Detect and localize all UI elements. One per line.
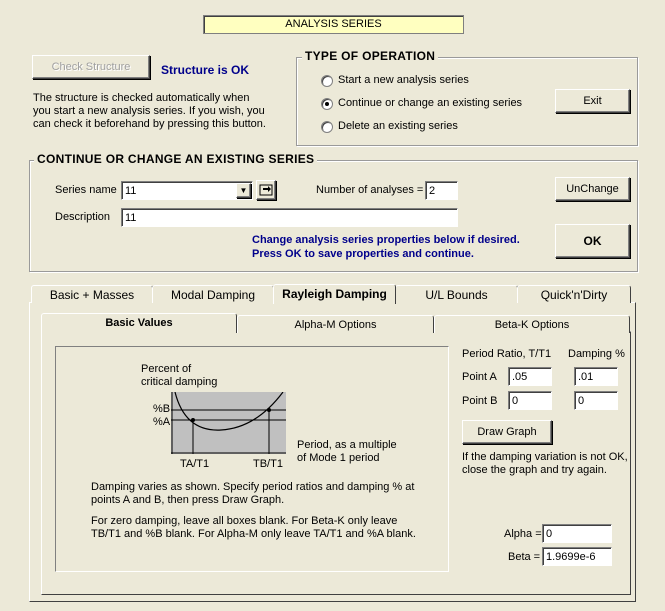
- chevron-down-icon: ▼: [239, 186, 248, 195]
- series-dropdown-button[interactable]: [236, 183, 251, 198]
- subtab-basic-values[interactable]: Basic Values: [41, 313, 237, 333]
- radio-start-new[interactable]: [321, 75, 333, 87]
- window-title: ANALYSIS SERIES: [203, 15, 464, 34]
- beta-field[interactable]: 1.9699e-6: [542, 547, 612, 566]
- refresh-series-button[interactable]: [256, 180, 276, 200]
- info-text2-line1: For zero damping, leave all boxes blank. For Beta-K only leave: [91, 515, 398, 527]
- unchange-button[interactable]: UnChange: [555, 177, 630, 201]
- graph-title-line1: Percent of: [141, 363, 192, 375]
- alpha-field[interactable]: 0: [542, 524, 612, 543]
- subtab-beta-k-options[interactable]: Beta-K Options: [434, 315, 630, 333]
- num-analyses-label: Number of analyses =: [316, 184, 424, 196]
- tab-modal-damping[interactable]: Modal Damping: [152, 285, 274, 303]
- option-continue-change-label[interactable]: Continue or change an existing series: [338, 97, 523, 109]
- structure-help-line1: The structure is checked automatically when: [33, 92, 250, 104]
- description-label: Description: [55, 211, 111, 223]
- series-note-line1: Change analysis series properties below if desired.: [252, 234, 520, 246]
- graph-title-line2: critical damping: [141, 376, 218, 388]
- pct-a-label: %A: [153, 416, 171, 428]
- pct-b-label: %B: [153, 403, 171, 415]
- refresh-icon: [258, 182, 274, 198]
- option-start-new-label[interactable]: Start a new analysis series: [338, 74, 469, 86]
- damping-curve-graph: [171, 392, 286, 458]
- period-label-line1: Period, as a multiple: [297, 439, 397, 451]
- point-a-ratio-field[interactable]: .05: [508, 367, 552, 386]
- subtab-alpha-m-options[interactable]: Alpha-M Options: [237, 315, 434, 333]
- period-label-line2: of Mode 1 period: [297, 452, 380, 464]
- warn-line2: close the graph and try again.: [462, 464, 607, 476]
- tab-quick-n-dirty[interactable]: Quick'n'Dirty: [517, 285, 631, 303]
- exit-button[interactable]: Exit: [555, 89, 630, 113]
- info-text2-line2: TB/T1 and %B blank. For Alpha-M only leave TA/T1 and %A blank.: [91, 528, 416, 540]
- radio-delete[interactable]: [321, 121, 333, 133]
- operation-group-title: TYPE OF OPERATION: [302, 49, 438, 63]
- draw-graph-button[interactable]: Draw Graph: [462, 420, 552, 444]
- period-ratio-header: Period Ratio, T/T1: [462, 348, 552, 360]
- check-structure-button[interactable]: Check Structure: [32, 55, 150, 79]
- series-group-title: CONTINUE OR CHANGE AN EXISTING SERIES: [34, 152, 317, 166]
- beta-label: Beta =: [508, 551, 541, 563]
- series-name-combo[interactable]: [121, 181, 253, 200]
- point-a-label: Point A: [462, 371, 497, 383]
- info-text1-line1: Damping varies as shown. Specify period ratios and damping % at: [91, 481, 415, 493]
- alpha-label: Alpha =: [504, 528, 542, 540]
- tab-basic-masses[interactable]: Basic + Masses: [31, 285, 153, 303]
- point-b-label: Point B: [462, 395, 498, 407]
- damping-header: Damping %: [568, 348, 625, 360]
- option-delete-label[interactable]: Delete an existing series: [338, 120, 458, 132]
- info-text1-line2: points A and B, then press Draw Graph.: [91, 494, 285, 506]
- ta-t1-label: TA/T1: [180, 458, 210, 470]
- series-name-value: 11: [125, 185, 137, 197]
- ok-button[interactable]: OK: [555, 224, 630, 258]
- series-name-label: Series name: [55, 184, 117, 196]
- tab-rayleigh-damping[interactable]: Rayleigh Damping: [273, 284, 396, 304]
- point-a-damping-field[interactable]: .01: [574, 367, 618, 386]
- tb-t1-label: TB/T1: [253, 458, 283, 470]
- point-b-ratio-field[interactable]: 0: [508, 391, 552, 410]
- point-b-damping-field[interactable]: 0: [574, 391, 618, 410]
- radio-continue-change[interactable]: [321, 98, 333, 110]
- series-note-line2: Press OK to save properties and continue.: [252, 248, 474, 260]
- structure-status: Structure is OK: [161, 63, 250, 77]
- tab-ul-bounds[interactable]: U/L Bounds: [395, 285, 518, 303]
- structure-help-line2: you start a new analysis series. If you wish, you: [33, 105, 265, 117]
- num-analyses-field[interactable]: 2: [425, 181, 458, 200]
- description-field[interactable]: 11: [121, 208, 458, 227]
- warn-line1: If the damping variation is not OK,: [462, 451, 628, 463]
- structure-help-line3: can check it beforehand by pressing this button.: [33, 118, 266, 130]
